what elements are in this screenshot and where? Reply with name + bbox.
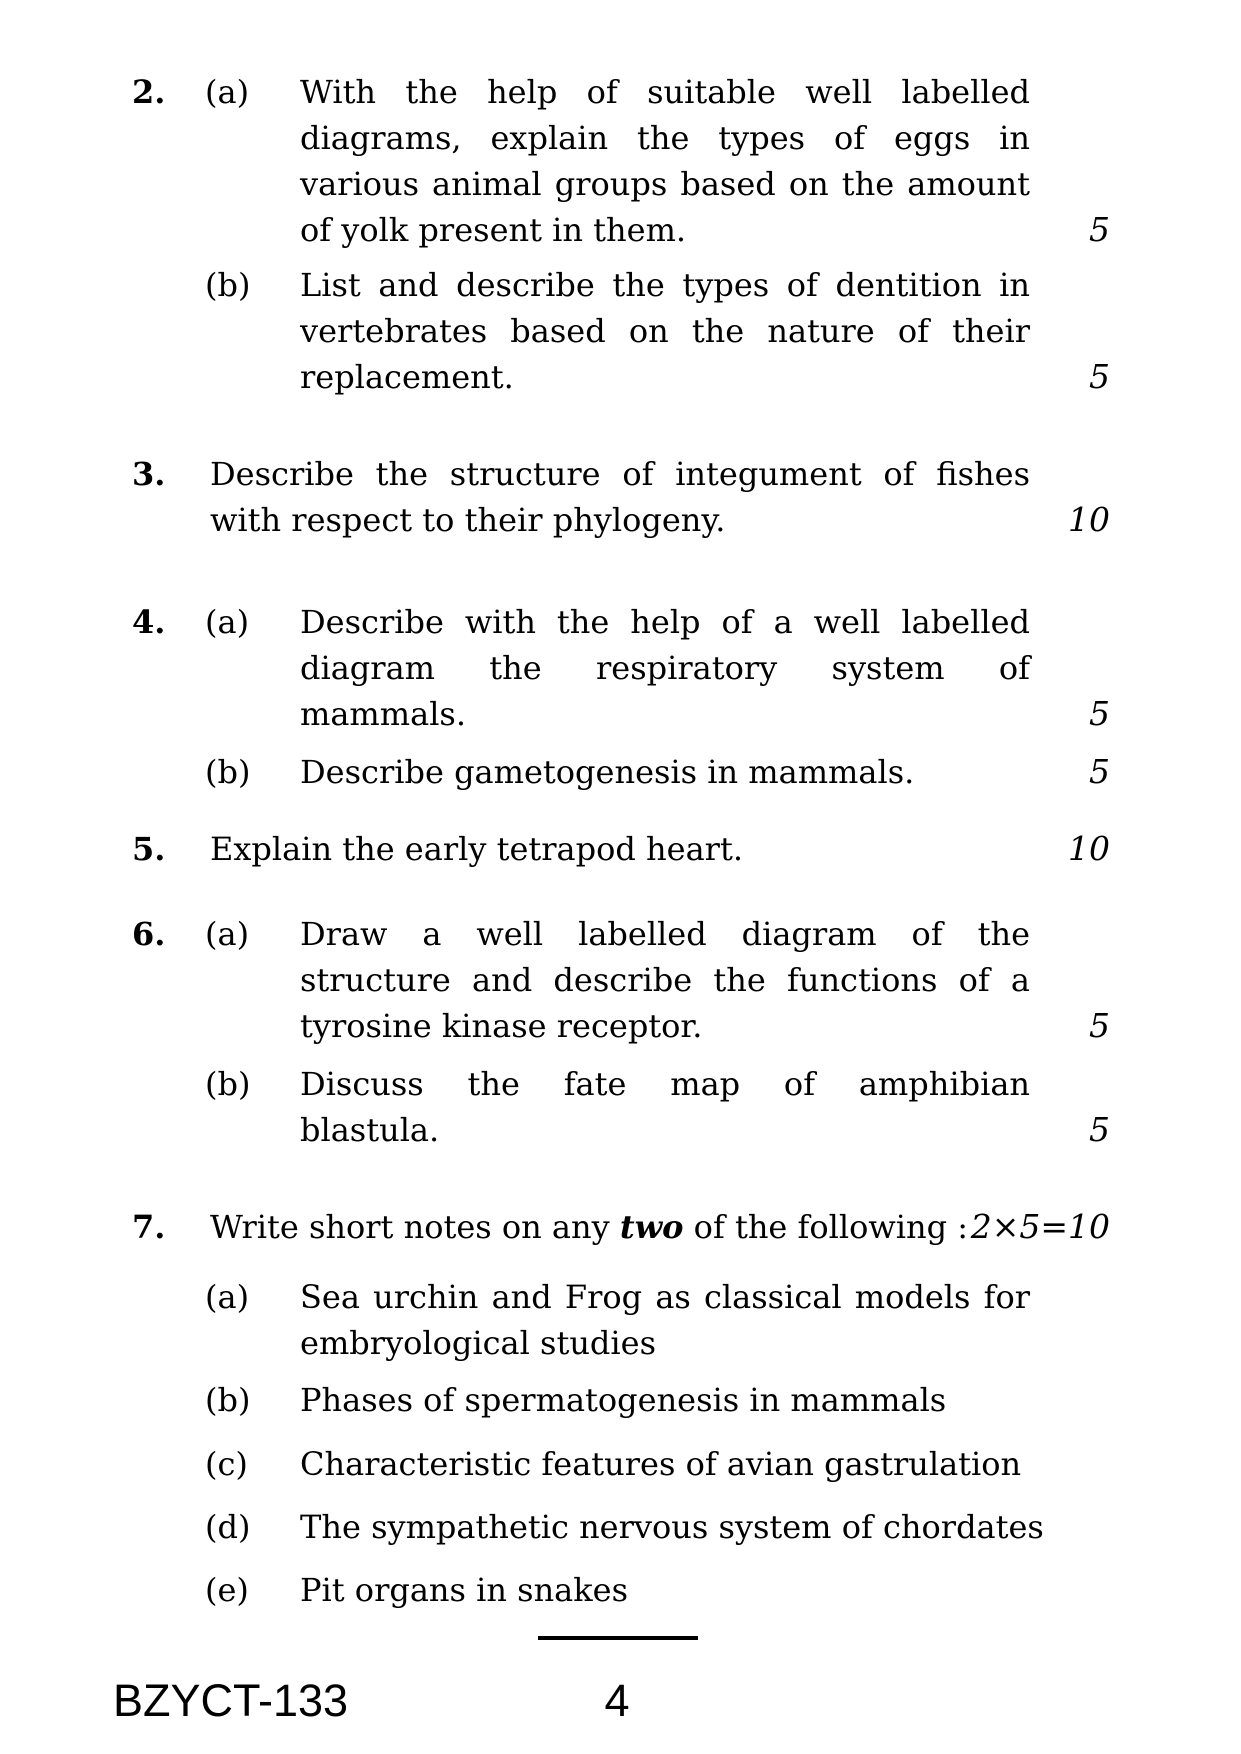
- question-2a-text: [300, 69, 1030, 253]
- text-line: Discuss the fate map of amphibian: [300, 1065, 1030, 1103]
- text-line: vertebrates based on the nature of their: [300, 312, 1030, 350]
- text-line: blastula.: [300, 1111, 440, 1149]
- question-7a-label: (a): [205, 1278, 250, 1316]
- text-line: of yolk present in them.: [300, 211, 687, 249]
- text-line: Describe with the help of a well labelled: [300, 603, 1030, 641]
- question-2a-marks: 5: [1089, 210, 1110, 249]
- text-line: replacement.: [300, 358, 514, 396]
- text-line: embryological studies: [300, 1324, 656, 1362]
- question-6a-label: (a): [205, 915, 250, 953]
- question-3-marks: 10: [1068, 500, 1110, 539]
- question-7-intro-pre: Write short notes on any: [210, 1208, 620, 1246]
- question-2-number: 2.: [132, 73, 166, 111]
- question-7-intro-emphasis: two: [619, 1208, 684, 1246]
- question-6a-marks: 5: [1089, 1006, 1110, 1045]
- question-7b-text: [300, 1377, 1030, 1423]
- question-2b-text: [300, 262, 1030, 400]
- question-4a-text: [300, 599, 1030, 737]
- question-4b-marks: 5: [1089, 752, 1110, 791]
- question-7-number: 7.: [132, 1208, 166, 1246]
- question-3-text: [210, 451, 1030, 543]
- question-4a-label: (a): [205, 603, 250, 641]
- text-line: various animal groups based on the amount: [300, 165, 1030, 203]
- question-6b-label: (b): [205, 1065, 251, 1103]
- text-line: tyrosine kinase receptor.: [300, 1007, 703, 1045]
- question-7-intro-post: of the following :: [683, 1208, 969, 1246]
- question-4-number: 4.: [132, 603, 166, 641]
- question-6-number: 6.: [132, 915, 166, 953]
- question-7d-text: [300, 1504, 1044, 1550]
- text-line: structure and describe the functions of a: [300, 961, 1030, 999]
- text-line: Phases of spermatogenesis in mammals: [300, 1381, 947, 1419]
- question-5-number: 5.: [132, 830, 166, 868]
- text-line: Explain the early tetrapod heart.: [210, 830, 743, 868]
- question-4a-marks: 5: [1089, 694, 1110, 733]
- question-6b-marks: 5: [1089, 1110, 1110, 1149]
- text-line: with respect to their phylogeny.: [210, 501, 726, 539]
- text-line: diagrams, explain the types of eggs in: [300, 119, 1030, 157]
- text-line: Draw a well labelled diagram of the: [300, 915, 1030, 953]
- footer-page-number: 4: [604, 1675, 630, 1726]
- question-7e-label: (e): [205, 1571, 249, 1609]
- question-2b-label: (b): [205, 266, 251, 304]
- question-7c-text: [300, 1441, 1030, 1487]
- question-7a-text: [300, 1274, 1030, 1366]
- text-line: diagram the respiratory system of: [300, 649, 1030, 687]
- question-7b-label: (b): [205, 1381, 251, 1419]
- text-line: List and describe the types of dentition in: [300, 266, 1030, 304]
- question-5-text: [210, 826, 1030, 872]
- text-line: Pit organs in snakes: [300, 1571, 628, 1609]
- footer-course-code: BZYCT-133: [113, 1675, 349, 1726]
- end-of-questions-rule: [538, 1636, 698, 1640]
- text-line: Sea urchin and Frog as classical models for: [300, 1278, 1030, 1316]
- question-4b-label: (b): [205, 753, 251, 791]
- question-4b-text: [300, 749, 1030, 795]
- question-2a-label: (a): [205, 73, 250, 111]
- text-line: mammals.: [300, 695, 467, 733]
- question-7e-text: [300, 1567, 1030, 1613]
- question-5-marks: 10: [1068, 829, 1110, 868]
- question-6b-text: [300, 1061, 1030, 1153]
- question-3-number: 3.: [132, 455, 166, 493]
- text-line: Describe gametogenesis in mammals.: [300, 753, 915, 791]
- question-7-marks: 2×5=10: [970, 1207, 1110, 1246]
- question-7d-label: (d): [205, 1508, 251, 1546]
- text-line: Describe the structure of integument of fishes: [210, 455, 1030, 493]
- question-7c-label: (c): [205, 1445, 248, 1483]
- question-7-intro: [210, 1204, 968, 1250]
- text-line: Characteristic features of avian gastrulation: [300, 1445, 1022, 1483]
- question-2b-marks: 5: [1089, 357, 1110, 396]
- text-line: With the help of suitable well labelled: [300, 73, 1030, 111]
- text-line: The sympathetic nervous system of chordates: [300, 1508, 1044, 1546]
- question-6a-text: [300, 911, 1030, 1049]
